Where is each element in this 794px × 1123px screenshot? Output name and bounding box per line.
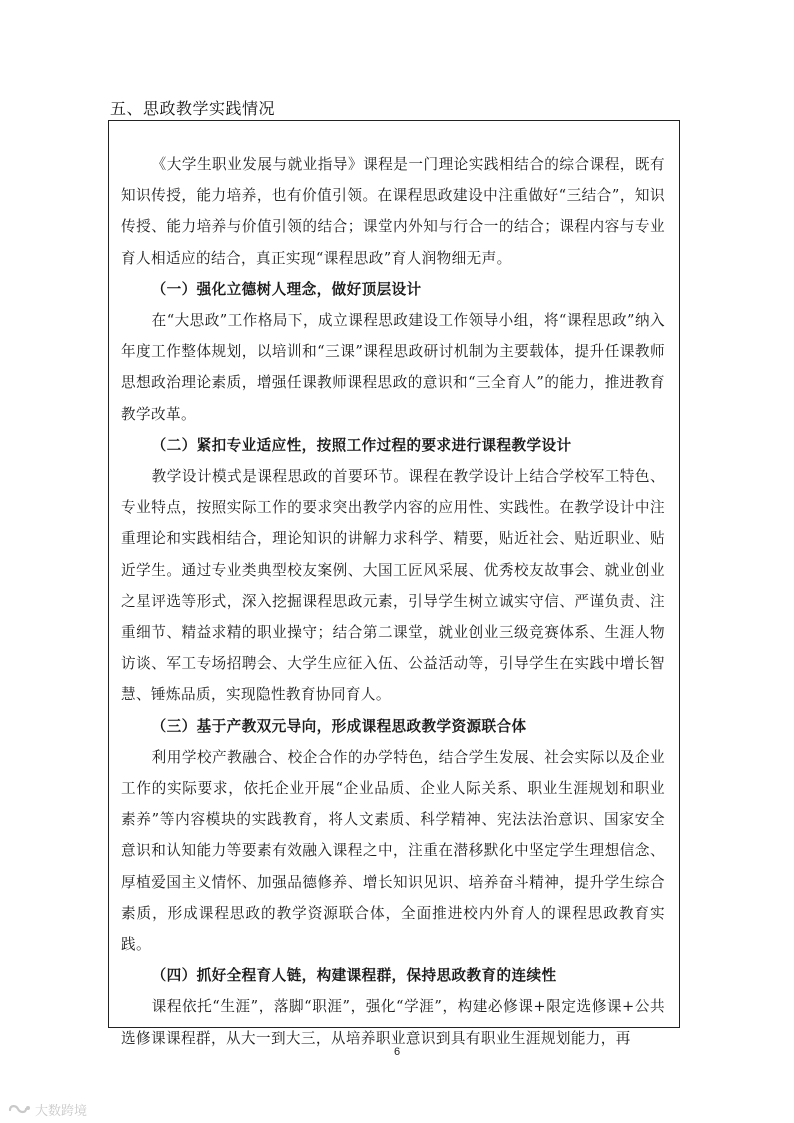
- subsection-paragraph-1: 在“大思政”工作格局下，成立课程思政建设工作领导小组，将“课程思政”纳入年度工作整体规划，以培训和“三课”课程思政研讨机制为主要载体，提升任课教师思想政治理论素质，增强任课教师课程思政的意识和“三全育人”的能力，推进教育教学改革。: [121, 312, 665, 423]
- subsection-heading-2: （二）紧扣专业适应性，按照工作过程的要求进行课程教学设计: [151, 436, 572, 454]
- subsection-paragraph-4: 课程依托“生涯”，落脚“职涯”，强化“学涯”，构建必修课+限定选修课+公共选修课课程群，从大一到大三，从培养职业意识到具有职业生涯规划能力，再: [121, 998, 665, 1047]
- watermark-logo-icon: [8, 1102, 32, 1118]
- watermark: [8, 1100, 87, 1119]
- intro-paragraph: 《大学生职业发展与就业指导》课程是一门理论实践相结合的综合课程，既有知识传授，能力培养，也有价值引领。在课程思政建设中注重做好“三结合”，知识传授、能力培养与价值引领的结合；课堂内外知与行合一的结合；课程内容与专业育人相适应的结合，真正实现“课程思政”育人润物细无声。: [121, 156, 665, 267]
- subsection-heading-4: （四）抓好全程育人链，构建课程群，保持思政教育的连续性: [151, 967, 557, 985]
- section-title: 五、思政教学实践情况: [110, 99, 276, 118]
- subsection-heading-3: （三）基于产教双元导向，形成课程思政教学资源联合体: [151, 717, 527, 735]
- subsection-paragraph-3: 利用学校产教融合、校企合作的办学特色，结合学生发展、社会实际以及企业工作的实际要求，依托企业开展“企业品质、企业人际关系、职业生涯规划和职业素养”等内容模块的实践教育，将人文素质、科学精神、宪法法治意识、国家安全意识和认知能力等要素有效融入课程之中，注重在潜移默化中坚定学生理想信念、厚植爱国主义情怀、加强品德修养、增长知识见识、培养奋斗精神，提升学生综合素质，形成课程思政的教学资源联合体，全面推进校内外育人的课程思政教育实践。: [121, 748, 665, 954]
- content-body: [109, 121, 679, 1054]
- content-box: [108, 120, 680, 1047]
- page-number: 6: [393, 1046, 401, 1058]
- watermark-text: 大数跨境: [35, 1104, 88, 1119]
- subsection-heading-1: （一）强化立德树人理念，做好顶层设计: [151, 280, 422, 298]
- subsection-paragraph-2: 教学设计模式是课程思政的首要环节。课程在教学设计上结合学校军工特色、专业特点，按照实际工作的要求突出教学内容的应用性、实践性。在教学设计中注重理论和实践相结合，理论知识的讲解力求科学、精要，贴近社会、贴近职业、贴近学生。通过专业类典型校友案例、大国工匠风采展、优秀校友故事会、就业创业之星评选等形式，深入挖掘课程思政元素，引导学生树立诚实守信、严谨负责、注重细节、精益求精的职业操守；结合第二课堂，就业创业三级竞赛体系、生涯人物访谈、军工专场招聘会、大学生应征入伍、公益活动等，引导学生在实践中增长智慧、锤炼品质，实现隐性教育协同育人。: [121, 468, 665, 704]
